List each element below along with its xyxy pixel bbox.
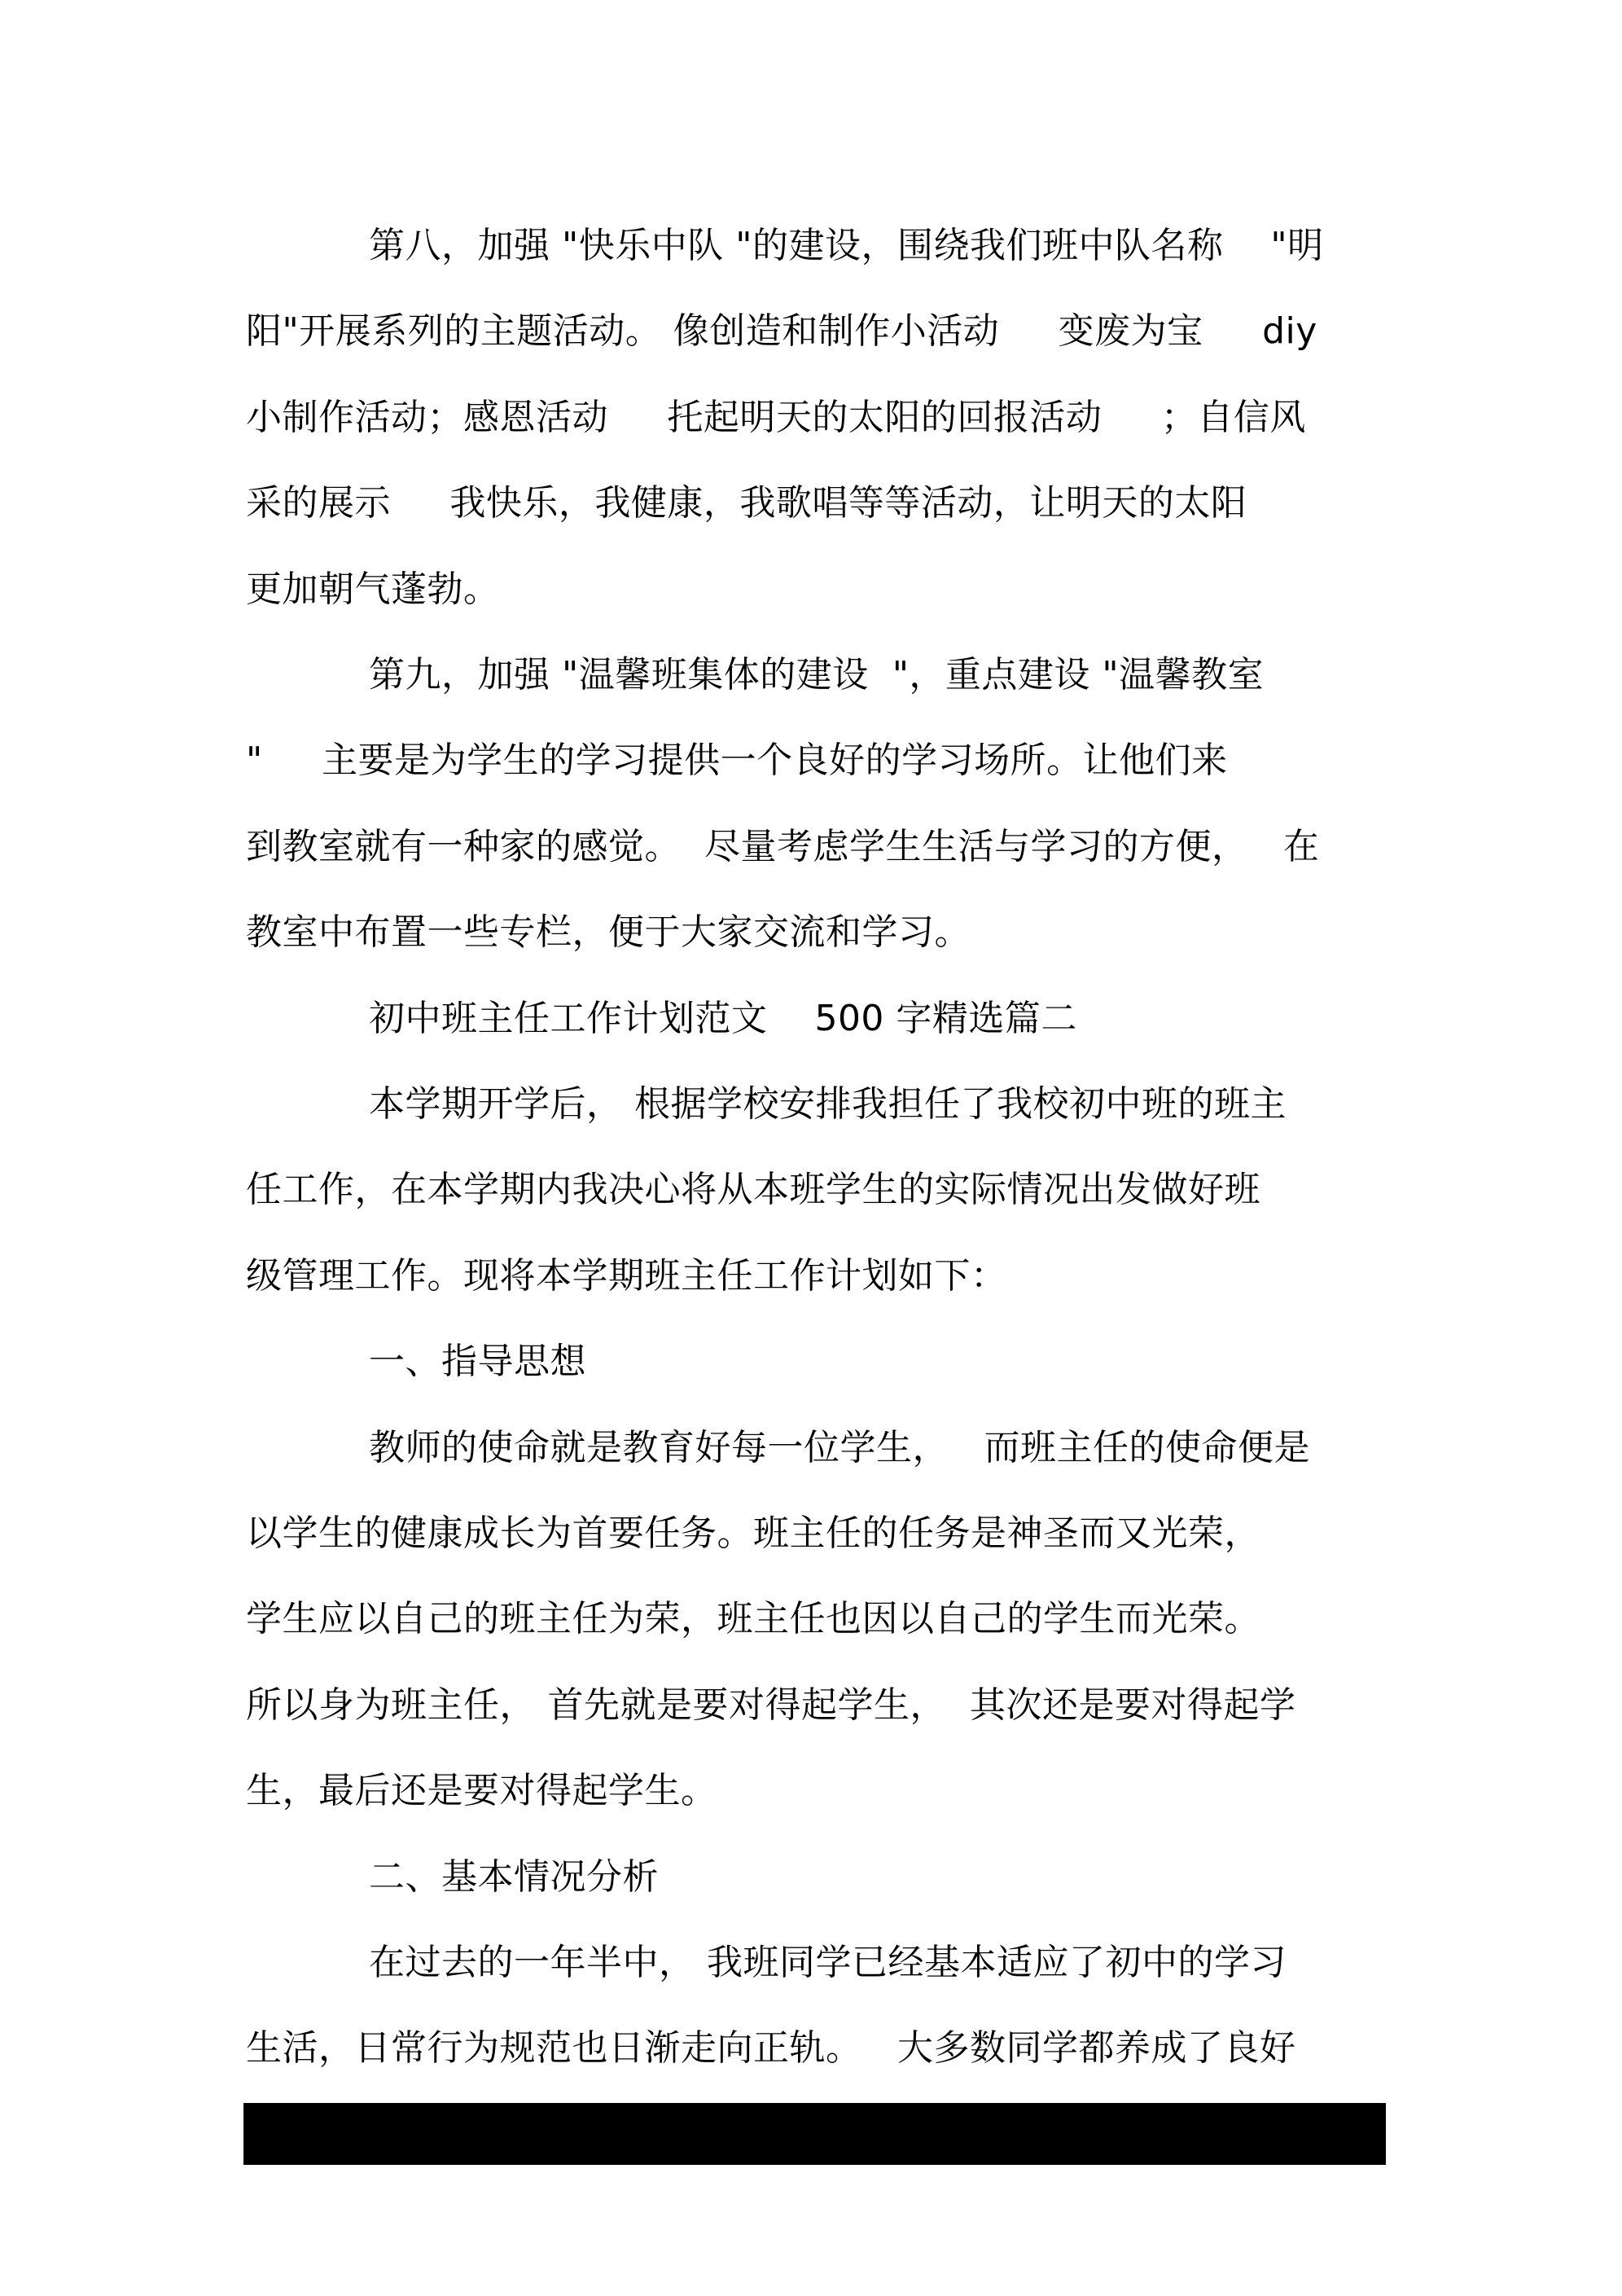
- text-line: 第九，加强 "温馨班集体的建设 "，重点建设 "温馨教室: [369, 654, 1265, 696]
- text-line: 小制作活动；感恩活动 托起明天的太阳的回报活动 ；自信风: [246, 396, 1306, 438]
- text-line: 学生应以自己的班主任为荣，班主任也因以自己的学生而光荣。: [246, 1598, 1260, 1640]
- text-line: 生活，日常行为规范也日渐走向正轨。 大多数同学都养成了良好: [246, 2027, 1296, 2070]
- text-line: 以学生的健康成长为首要任务。班主任的任务是神圣而又光荣，: [246, 1512, 1260, 1554]
- text-line: 更加朝气蓬勃。: [246, 568, 500, 610]
- text-line: 二、基本情况分析: [369, 1855, 659, 1898]
- text-line: 阳"开展系列的主题活动。 像创造和制作小活动 变废为宝 diy: [246, 310, 1317, 353]
- text-line: 在过去的一年半中， 我班同学已经基本适应了初中的学习: [369, 1942, 1287, 1983]
- text-line: 教师的使命就是教育好每一位学生， 而班主任的使命便是: [369, 1426, 1310, 1468]
- text-line: 教室中布置一些专栏，便于大家交流和学习。: [246, 911, 971, 954]
- redaction-bar: [243, 2103, 1386, 2165]
- text-line: 采的展示 我快乐，我健康，我歌唱等等活动，让明天的太阳: [246, 482, 1247, 525]
- text-line: 生，最后还是要对得起学生。: [246, 1770, 717, 1812]
- text-line: 初中班主任工作计划范文 500 字精选篇二: [369, 997, 1077, 1039]
- text-line: 级管理工作。现将本学期班主任工作计划如下：: [246, 1254, 1007, 1297]
- text-line: 任工作，在本学期内我决心将从本班学生的实际情况出发做好班: [246, 1169, 1260, 1211]
- text-line: " 主要是为学生的学习提供一个良好的学习场所。让他们来: [246, 740, 1228, 782]
- text-line: 第八，加强 "快乐中队 "的建设，围绕我们班中队名称 "明: [369, 225, 1324, 266]
- text-line: 到教室就有一种家的感觉。 尽量考虑学生生活与学习的方便， 在: [246, 825, 1320, 867]
- text-line: 所以身为班主任， 首先就是要对得起学生， 其次还是要对得起学: [246, 1684, 1296, 1726]
- text-line: 本学期开学后， 根据学校安排我担任了我校初中班的班主: [369, 1083, 1287, 1125]
- text-line: 一、指导思想: [369, 1341, 586, 1383]
